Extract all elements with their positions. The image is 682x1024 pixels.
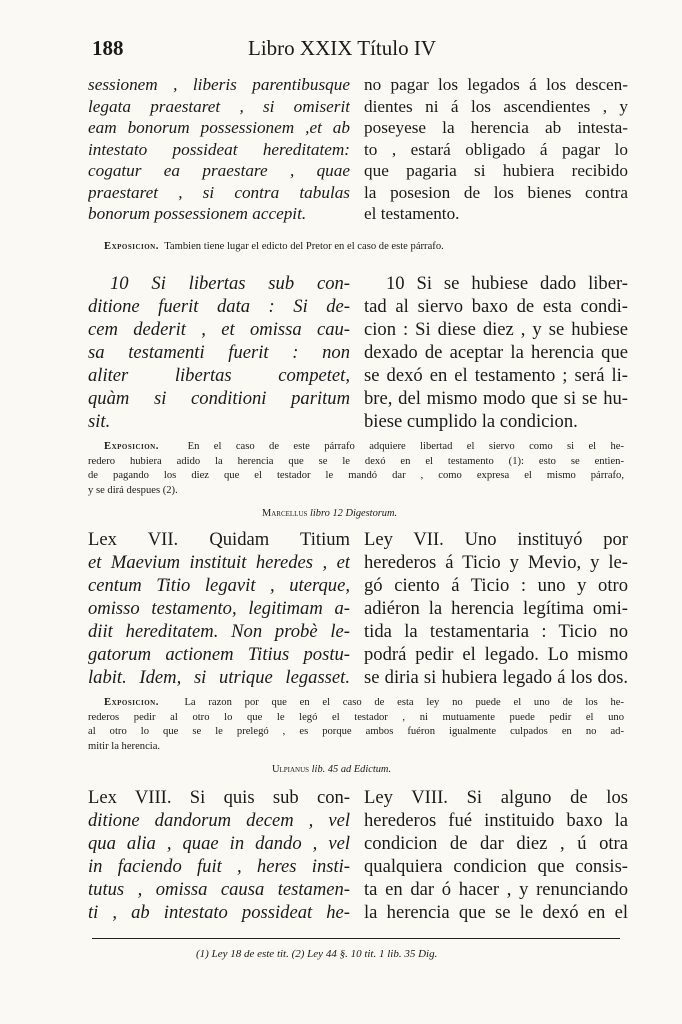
exposicion-text: Tambien tiene lugar el edicto del Pretor en el caso de este párrafo. [164,241,444,252]
latin-line: eam bonorum possessionem ,et ab [88,118,350,137]
attribution-author: Marcellus [262,508,308,519]
spanish-line: Ley VIII. Si alguno de los [364,787,628,808]
latin-line: gatorum actionem Titius postu- [88,644,350,665]
latin-line: intestato possideat hereditatem: [88,139,350,159]
latin-line: diit hereditatem. Non probè le- [88,621,350,642]
spanish-line: podrá pedir el legado. Lo mismo [364,644,628,665]
latin-line: sa testamenti fuerit : non [88,342,350,363]
latin-line: tutus , omissa causa testamen- [88,879,350,900]
spanish-line: gó ciento á Ticio : uno y otro [364,575,628,596]
latin-line: 10 Si libertas sub con- [110,273,350,294]
exposicion-text: mitir la herencia. [88,740,161,752]
latin-line: labit. Idem, si utrique legasset. [88,667,350,688]
exposicion-text: redero hubiera adido la herencia que se le dexó en el testamento (1): esto se entien- [88,455,624,467]
latin-line: cogatur ea praestare , quae [88,161,350,180]
running-title: Libro XXIX Título IV [248,36,437,60]
latin-line: sit. [88,411,111,432]
latin-line: quàm si conditioni paritum [88,388,350,409]
spanish-line: tad al siervo baxo de esta condi- [364,296,628,317]
latin-line: sessionem , liberis parentibusque [88,75,350,94]
exposicion-label: Exposicion. [104,441,159,452]
exposicion-2 [88,440,624,498]
spanish-column [364,528,628,689]
spanish-line: se diria si hubiera legado á los dos. [364,667,628,688]
latin-line: praestaret , si contra tabulas [88,182,350,202]
latin-line: Lex VIII. Si quis sub con- [88,787,350,808]
exposicion-text: de pagando los diez que el testador le mandó dar , como expresa el mismo párrafo, [88,470,624,482]
latin-line: ditione fuerit data : Si de- [88,296,350,317]
spanish-line: se dexó en el testamento ; será li- [364,365,628,386]
exposicion-text: al otro lo que se le prelegó , es porque ambos fuéron igualmente culpados en no ad- [88,726,624,738]
latin-column [88,272,350,433]
spanish-column [364,74,628,225]
attribution-2 [272,764,391,775]
spanish-line: 10 Si se hubiese dado liber- [386,273,628,294]
latin-column [88,528,350,689]
latin-line: et Maevium instituit heredes , et [88,552,350,573]
exposicion-text: La razon por que en el caso de esta ley no puede el uno de los he- [184,697,624,708]
spanish-line: poseyese la herencia ab intesta- [364,118,628,137]
spanish-line: herederos fué instituido baxo la [364,810,628,831]
attribution-source: libro 12 Digestorum. [310,508,398,519]
exposicion-label: Exposicion. [104,697,159,708]
page-header [92,36,624,66]
exposicion-text: rederos pedir al otro lo que le legó el testador , ni mutuamente puede pedir el uno [88,711,624,723]
latin-line: cem dederit , et omissa cau- [88,319,350,340]
spanish-line: qualquiera condicion que consis- [364,856,628,877]
latin-line: aliter libertas competet, [88,365,350,386]
spanish-line: to , estará obligado á pagar lo [364,139,628,159]
exposicion-label: Exposicion. [104,241,159,252]
latin-line: ditione dandorum decem , vel [88,810,350,831]
exposicion-1 [104,240,624,255]
exposicion-text: y se dirá despues (2). [88,484,178,496]
spanish-line: cion : Si diese diez , y se hubiese [364,319,628,340]
exposicion-3 [88,696,624,754]
spanish-line: que pagaria si hubiera recibido [364,161,628,180]
spanish-line: la herencia que se le dexó en el [364,902,628,923]
spanish-column [364,272,628,433]
latin-column [88,74,350,225]
attribution-source: lib. 45 ad Edictum. [311,764,392,775]
latin-line: legata praestaret , si omiserit [88,96,350,116]
page-number: 188 [92,36,124,60]
spanish-line: bre, del mismo modo que si se hu- [364,388,628,409]
spanish-line: dientes ni á los ascendientes , y [364,96,628,116]
latin-line: ti , ab intestato possideat he- [88,902,350,923]
latin-line: Lex VII. Quidam Titium [88,529,350,550]
latin-line: in faciendo fuit , heres insti- [88,856,350,877]
spanish-line: la posesion de los bienes contra [364,182,628,202]
spanish-line: Ley VII. Uno instituyó por [364,529,628,550]
latin-line: qua alia , quae in dando , vel [88,833,350,854]
spanish-column [364,786,628,924]
spanish-line: no pagar los legados á los descen- [364,75,628,94]
attribution-1 [262,508,397,519]
spanish-line: herederos á Ticio y Mevio, y le- [364,552,628,573]
spanish-line: biese cumplido la condicion. [364,411,578,432]
latin-line: bonorum possessionem accepit. [88,204,307,223]
spanish-line: ta en dar ó hacer , y renunciando [364,879,628,900]
attribution-author: Ulpianus [272,764,310,775]
spanish-line: tida la testamentaria : Ticio no [364,621,628,642]
footnote-rule [92,938,620,939]
latin-line: centum Titio legavit , uterque, [88,575,350,596]
spanish-line: dexado de aceptar la herencia que [364,342,628,363]
latin-column [88,786,350,924]
footnotes: (1) Ley 18 de este tit. (2) Ley 44 §. 10 tit. 1 lib. 35 Dig. [196,948,438,960]
spanish-line: el testamento. [364,204,460,223]
exposicion-text: En el caso de este párrafo adquiere libertad el siervo como si el he- [187,441,624,452]
spanish-line: adiéron la herencia legítima omi- [364,598,628,619]
latin-line: omisso testamento, legitimam a- [88,598,350,619]
spanish-line: condicion de dar diez , ú otra [364,833,628,854]
